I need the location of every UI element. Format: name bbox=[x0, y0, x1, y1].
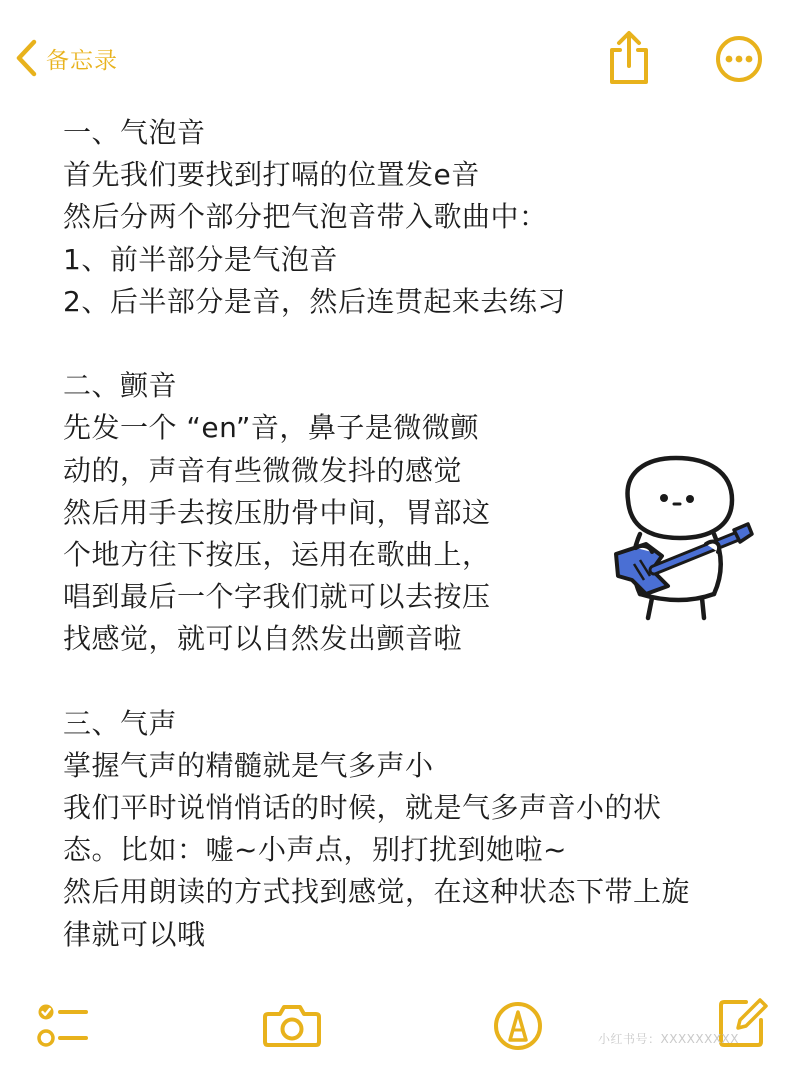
note-line: 我们平时说悄悄话的时候，就是气多声音小的状 bbox=[63, 791, 662, 824]
note-line: 个地方往下按压，运用在歌曲上， bbox=[63, 537, 491, 571]
note-line: 然后用手去按压肋骨中间，胃部这 bbox=[63, 495, 491, 529]
guitar-character-sticker bbox=[606, 452, 756, 622]
checklist-icon[interactable] bbox=[36, 1000, 88, 1050]
more-icon[interactable] bbox=[714, 34, 764, 84]
back-button[interactable] bbox=[14, 36, 118, 80]
watermark: 小红书号：XXXXXXXXX bbox=[598, 1032, 739, 1046]
back-label: 备忘录 bbox=[46, 47, 118, 74]
note-line: 态。比如：嘘~小声点，别打扰到她啦~ bbox=[63, 833, 567, 867]
note-line: 动的，声音有些微微发抖的感觉 bbox=[63, 453, 463, 487]
top-navigation-bar bbox=[0, 0, 800, 120]
note-line: 三、气声 bbox=[63, 706, 178, 740]
note-line: 一、气泡音 bbox=[63, 116, 206, 149]
share-icon[interactable] bbox=[603, 30, 655, 86]
note-blank-line bbox=[63, 323, 753, 365]
note-line: 先发一个 “en”音，鼻子是微微颤 bbox=[63, 411, 479, 445]
note-line: 然后分两个部分把气泡音带入歌曲中： bbox=[63, 200, 548, 234]
chevron-left-icon bbox=[14, 38, 40, 78]
note-line: 2、后半部分是音，然后连贯起来去练习 bbox=[63, 284, 566, 318]
note-line: 唱到最后一个字我们就可以去按压 bbox=[63, 580, 491, 614]
pen-markup-icon[interactable] bbox=[492, 1000, 544, 1052]
note-blank-line bbox=[63, 660, 753, 702]
note-line: 首先我们要找到打嗝的位置发e音 bbox=[63, 158, 480, 192]
note-line: 找感觉，就可以自然发出颤音啦 bbox=[63, 622, 463, 656]
camera-icon[interactable] bbox=[262, 1002, 322, 1048]
bottom-toolbar bbox=[0, 980, 800, 1067]
note-line: 然后用朗读的方式找到感觉，在这种状态下带上旋 bbox=[63, 875, 691, 909]
note-line: 二、颤音 bbox=[63, 369, 178, 403]
note-line: 掌握气声的精髓就是气多声小 bbox=[63, 748, 434, 782]
note-line: 1、前半部分是气泡音 bbox=[63, 242, 338, 276]
note-line: 律就可以哦 bbox=[63, 917, 206, 951]
